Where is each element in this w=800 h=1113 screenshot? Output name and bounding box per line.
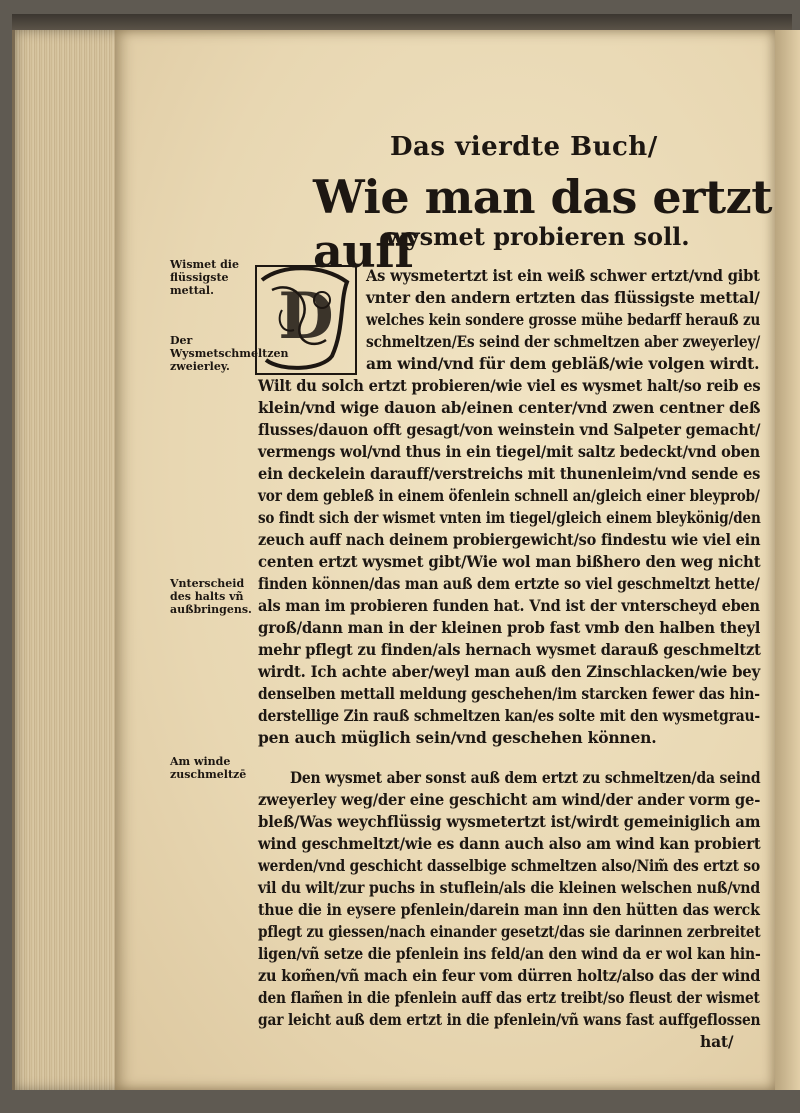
body-line: Wilt du solch ertzt probieren/wie viel es wysmet halt/so reib es [258, 376, 761, 395]
body-line: vor dem gebleß in einem öfenlein schnell an/gleich einer bleyprob/ [258, 486, 760, 505]
body-line: klein/vnd wige dauon ab/einen center/vnd zwen centner deß [258, 398, 761, 417]
margin-note-1: Wismet die flüssigste mettal. [170, 258, 239, 297]
initial-letter: D [278, 279, 334, 354]
body-line: pen auch müglich sein/vnd geschehen können. [258, 728, 657, 747]
body-line: so findt sich der wismet vnten im tiegel/gleich einem bleykönig/den [258, 508, 761, 527]
body-line: ligen/vñ setze die pfenlein ins feld/an den wind da er wol kan hin- [258, 944, 761, 963]
body-line: As wysmetertzt ist ein weiß schwer ertzt/vnd gibt [366, 266, 760, 285]
body-line: den flam̃en in die pfenlein auff das ertz treibt/so fleust der wismet [258, 988, 760, 1007]
body-line: ein deckelein darauff/verstreichs mit thunenleim/vnd sende es [258, 464, 761, 483]
decorated-initial-d [252, 260, 360, 378]
chapter-title: Wie man das ertzt auff [313, 170, 773, 278]
body-line: thue die in eysere pfenlein/darein man inn den hütten das werck [258, 900, 760, 919]
body-line: zeuch auff nach deinem probiergewicht/so findestu wie viel ein [258, 530, 761, 549]
chapter-subtitle: wysmet probieren soll. [385, 222, 690, 251]
body-line: centen ertzt wysmet gibt/Wie wol man bißhero den weg nicht [258, 552, 761, 571]
body-line: flusses/dauon offt gesagt/von weinstein vnd Salpeter gemacht/ [258, 420, 761, 439]
body-line: am wind/vnd für dem gebläß/wie volgen wirdt. [366, 354, 760, 373]
body-line: finden können/das man auß dem ertzte so viel geschmeltzt hette/ [258, 574, 760, 593]
body-line: gar leicht auß dem ertzt in die pfenlein/vñ wans fast auffgeflossen [258, 1010, 761, 1029]
body-line: mehr pflegt zu finden/als hernach wysmet darauß geschmeltzt [258, 640, 761, 659]
body-line: derstellige Zin rauß schmeltzen kan/es solte mit den wysmetgrau- [258, 706, 760, 725]
running-head: Das vierdte Buch/ [390, 132, 658, 162]
page-edges [12, 30, 127, 1090]
body-line: zu kom̃en/vñ mach ein feur vom dürren holtz/also das der wind [258, 966, 761, 985]
body-line: pflegt zu giessen/nach einander gesetzt/das sie darinnen zerbreitet [258, 922, 761, 941]
margin-note-2: Der Wysmetschmeltzen zweierley. [170, 334, 289, 373]
margin-note-3: Vnterscheid des halts vñ außbringens. [170, 577, 252, 616]
body-line: vermengs wol/vnd thus in ein tiegel/mit saltz bedeckt/vnd oben [258, 442, 760, 461]
margin-note-4: Am winde zuschmeltzē [170, 755, 247, 781]
catchword: hat/ [700, 1032, 734, 1051]
body-line: vil du wilt/zur puchs in stuflein/als die kleinen welschen nuß/vnd [258, 878, 761, 897]
body-line: wind geschmeltzt/wie es dann auch also am wind kan probiert [258, 834, 761, 853]
body-line: Den wysmet aber sonst auß dem ertzt zu schmeltzen/da seind [290, 768, 761, 787]
body-line: werden/vnd geschicht dasselbige schmeltzen also/Nim̃ des ertzt so [258, 856, 760, 875]
body-line: welches kein sondere grosse mühe bedarff herauß zu [366, 310, 761, 329]
body-line: bleß/Was weychflüssig wysmetertzt ist/wirdt gemeiniglich am [258, 812, 761, 831]
body-line: denselben mettall meldung geschehen/im starcken fewer das hin- [258, 684, 760, 703]
body-line: als man im probieren funden hat. Vnd ist der vnterscheyd eben [258, 596, 760, 615]
body-line: zweyerley weg/der eine geschicht am wind/der ander vorm ge- [258, 790, 761, 809]
body-line: schmeltzen/Es seind der schmeltzen aber zweyerley/ [366, 332, 761, 351]
body-line: wirdt. Ich achte aber/weyl man auß den Zinschlacken/wie bey [258, 662, 761, 681]
body-line: groß/dann man in der kleinen prob fast vmb den halben theyl [258, 618, 761, 637]
body-line: vnter den andern ertzten das flüssigste mettal/ [366, 288, 760, 307]
